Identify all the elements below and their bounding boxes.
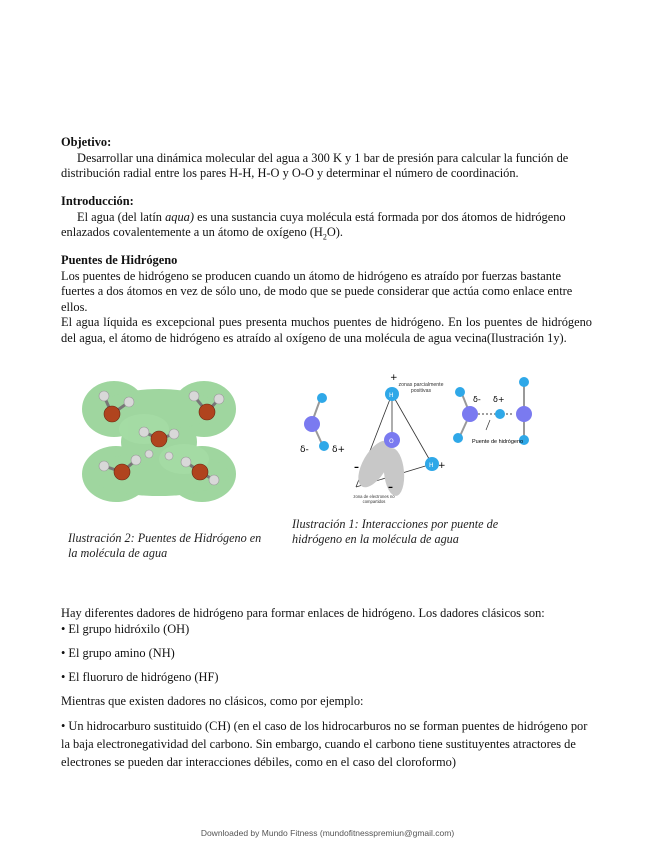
- objetivo-section: [61, 135, 592, 182]
- figure-2-molecule-cloud: [74, 374, 244, 511]
- introduccion-section: [61, 194, 592, 245]
- label-plus: +: [438, 461, 446, 471]
- dadores-intro: Hay diferentes dadores de hidrógeno para formar enlaces de hidrógeno. Los dadores clásicos son:: [61, 606, 545, 620]
- objetivo-heading: Objetivo:: [61, 135, 112, 149]
- dadores-section: [61, 605, 592, 771]
- puentes-section: [61, 253, 592, 346]
- label-zona-electrones: zona de electrones no compartidos: [353, 494, 395, 504]
- label-h: H: [429, 462, 434, 469]
- introduccion-heading: Introducción:: [61, 194, 134, 208]
- intro-text-part: El agua (del latín: [77, 209, 166, 224]
- dadores-no-clasicos: Mientras que existen dadores no clásicos, como por ejemplo:: [61, 694, 364, 708]
- label-h: H: [389, 392, 394, 399]
- objetivo-text: Desarrollar una dinámica molecular del agua a 300 K y 1 bar de presión para calcular la función de distribución radial entre los pares H-H, H-O y O-O y determinar el número de coordinación.: [61, 150, 569, 180]
- figure-1-caption: Ilustración 1: Interacciones por puente de hidrógeno en la molécula de agua: [292, 517, 499, 546]
- label-delta-minus: δ-: [300, 445, 309, 455]
- dadores-item: • El fluoruro de hidrógeno (HF): [61, 670, 219, 684]
- puentes-para1: Los puentes de hidrógeno se producen cuando un átomo de hidrógeno es atraído por fuerzas bastante fuertes a dos átomos en vez de sólo uno, de modo que se puede considerar que actúa como enlace entre ellos.: [61, 268, 573, 314]
- introduccion-text: [61, 210, 592, 245]
- label-delta-plus: δ+: [332, 445, 346, 455]
- intro-text-part: O).: [326, 225, 344, 239]
- puentes-heading: Puentes de Hidrógeno: [61, 253, 178, 267]
- intro-subscript: 2: [322, 232, 327, 242]
- label-minus: –: [388, 482, 393, 493]
- dadores-item: • El grupo hidróxilo (OH): [61, 622, 190, 636]
- label-o: O: [389, 438, 394, 445]
- intro-italic-aqua: aqua): [165, 209, 194, 224]
- label-puente-hidrogeno: Puente de hidrógeno: [472, 439, 524, 445]
- label-minus: –: [354, 462, 359, 473]
- label-plus: +: [390, 373, 398, 383]
- figure-1-hbond-diagram: [290, 372, 545, 512]
- label-delta-minus: δ-: [473, 395, 481, 404]
- puentes-para2: El agua líquida es excepcional pues presenta muchos puentes de hidrógeno. En los puentes de hidrógeno del agua, el átomo de hidrógeno es atraído al oxígeno de una molécula de agua vecina(Ilustración 1y).: [61, 315, 592, 345]
- label-zonas-positivas: zonas parcialmente positivas: [398, 382, 444, 394]
- intro-text-part: es una sustancia cuya molécula está formada por dos átomos de hidrógeno enlazados covalentemente a un átomo de oxígeno (H: [61, 209, 566, 239]
- figure-2-caption: Ilustración 2: Puentes de Hidrógeno en la molécula de agua: [68, 531, 262, 560]
- footer-download-note: Downloaded by Mundo Fitness (mundofitnesspremiun@gmail.com): [200, 828, 455, 838]
- dadores-ch-item: • Un hidrocarburo sustituido (CH) (en el caso de los hidrocarburos no se forman puentes de hidrógeno por la baja electronegatividad del carbono. Sin embargo, cuando el carbono tiene sustituyentes atractores de electrones se pueden dar interacciones débiles, como en el caso del cloroformo): [61, 719, 588, 769]
- label-delta-plus: δ+: [493, 395, 505, 404]
- dadores-item: • El grupo amino (NH): [61, 646, 175, 660]
